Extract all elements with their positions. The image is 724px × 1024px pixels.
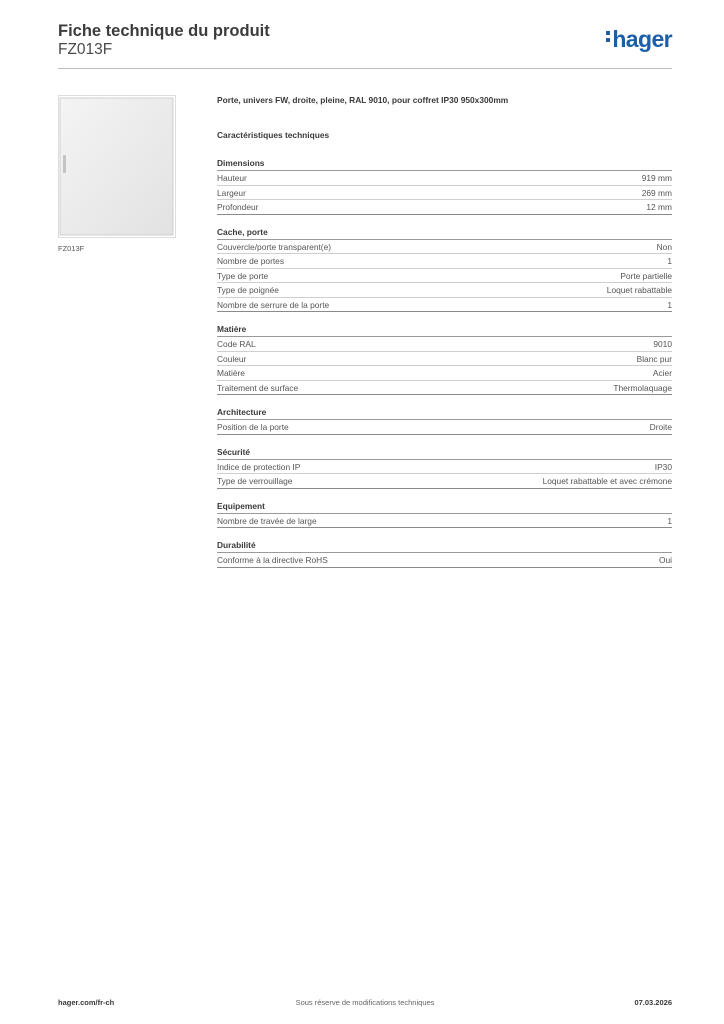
spec-label: Couvercle/porte transparent(e) [217, 241, 332, 252]
spec-label: Traitement de surface [217, 382, 299, 393]
page-title: Fiche technique du produit [58, 22, 270, 40]
footer-notice: Sous réserve de modifications techniques [295, 998, 435, 1007]
image-caption: FZ013F [58, 244, 85, 253]
logo-dots-icon [606, 28, 610, 45]
spec-value: Acier [652, 368, 672, 378]
product-reference: FZ013F [58, 41, 113, 58]
spec-section [217, 225, 672, 313]
spec-label: Type de poignée [217, 285, 279, 295]
spec-label: Profondeur [217, 202, 259, 212]
section-title: Sécurité [217, 445, 672, 460]
spec-value: Droite [649, 422, 672, 432]
spec-label: Nombre de travée de large [217, 515, 317, 526]
spec-value: Loquet rabattable [606, 285, 672, 295]
spec-label: Couleur [217, 353, 247, 364]
spec-value: 12 mm [646, 202, 672, 212]
spec-label: Largeur [217, 187, 246, 198]
spec-value: Blanc pur [636, 353, 672, 364]
spec-label: Code RAL [217, 339, 256, 349]
spec-label: Type de verrouillage [217, 476, 293, 486]
logo-text: hager [612, 26, 672, 52]
footer-website: hager.com/fr-ch [58, 998, 115, 1007]
spec-label: Type de porte [217, 270, 269, 281]
spec-label: Nombre de portes [217, 256, 285, 266]
door-handle-icon [63, 155, 66, 173]
spec-row [217, 337, 672, 352]
spec-label: Matière [217, 368, 245, 378]
spec-row [217, 381, 672, 396]
product-image [58, 95, 176, 238]
header-divider [58, 68, 672, 69]
spec-value: 1 [667, 515, 672, 526]
spec-row [217, 298, 672, 313]
page-header [58, 22, 672, 70]
spec-section [217, 538, 672, 568]
spec-row [217, 366, 672, 381]
spec-row [217, 514, 672, 529]
spec-row [217, 420, 672, 435]
spec-label: Hauteur [217, 173, 247, 183]
spec-value: 1 [667, 256, 672, 266]
section-title: Matière [217, 322, 672, 337]
spec-section [217, 405, 672, 435]
spec-label: Indice de protection IP [217, 461, 301, 472]
section-title: Equipement [217, 499, 672, 514]
product-description: Porte, univers FW, droite, pleine, RAL 9010, pour coffret IP30 950x300mm [217, 95, 509, 105]
page-footer [58, 998, 672, 1012]
spec-value: 9010 [653, 339, 672, 349]
spec-value: Non [656, 241, 672, 252]
spec-row [217, 171, 672, 186]
specifications [217, 95, 672, 578]
spec-value: Loquet rabattable et avec crémone [542, 476, 672, 486]
spec-section [217, 156, 672, 215]
section-title: Dimensions [217, 156, 672, 171]
spec-value: Porte partielle [620, 270, 672, 281]
footer-date: 07.03.2026 [634, 998, 672, 1007]
spec-value: 1 [667, 299, 672, 310]
section-title: Architecture [217, 405, 672, 420]
hager-logo [606, 26, 672, 53]
section-title: Cache, porte [217, 225, 672, 240]
spec-row [217, 240, 672, 255]
spec-sections [217, 156, 672, 568]
spec-value: 919 mm [641, 173, 672, 183]
spec-value: 269 mm [641, 187, 672, 198]
spec-row [217, 460, 672, 475]
spec-row [217, 474, 672, 489]
section-title: Durabilité [217, 538, 672, 553]
spec-section [217, 445, 672, 489]
spec-label: Conforme à la directive RoHS [217, 555, 328, 565]
spec-label: Nombre de serrure de la porte [217, 299, 330, 310]
technical-characteristics-heading: Caractéristiques techniques [217, 130, 330, 140]
spec-row [217, 352, 672, 367]
spec-row [217, 283, 672, 298]
spec-row [217, 553, 672, 568]
spec-row [217, 200, 672, 215]
spec-label: Position de la porte [217, 422, 289, 432]
spec-section [217, 499, 672, 529]
spec-row [217, 269, 672, 284]
spec-row [217, 186, 672, 201]
spec-value: Oui [658, 555, 672, 565]
spec-section [217, 322, 672, 395]
spec-row [217, 254, 672, 269]
spec-value: Thermolaquage [613, 382, 672, 393]
spec-value: IP30 [654, 461, 672, 472]
